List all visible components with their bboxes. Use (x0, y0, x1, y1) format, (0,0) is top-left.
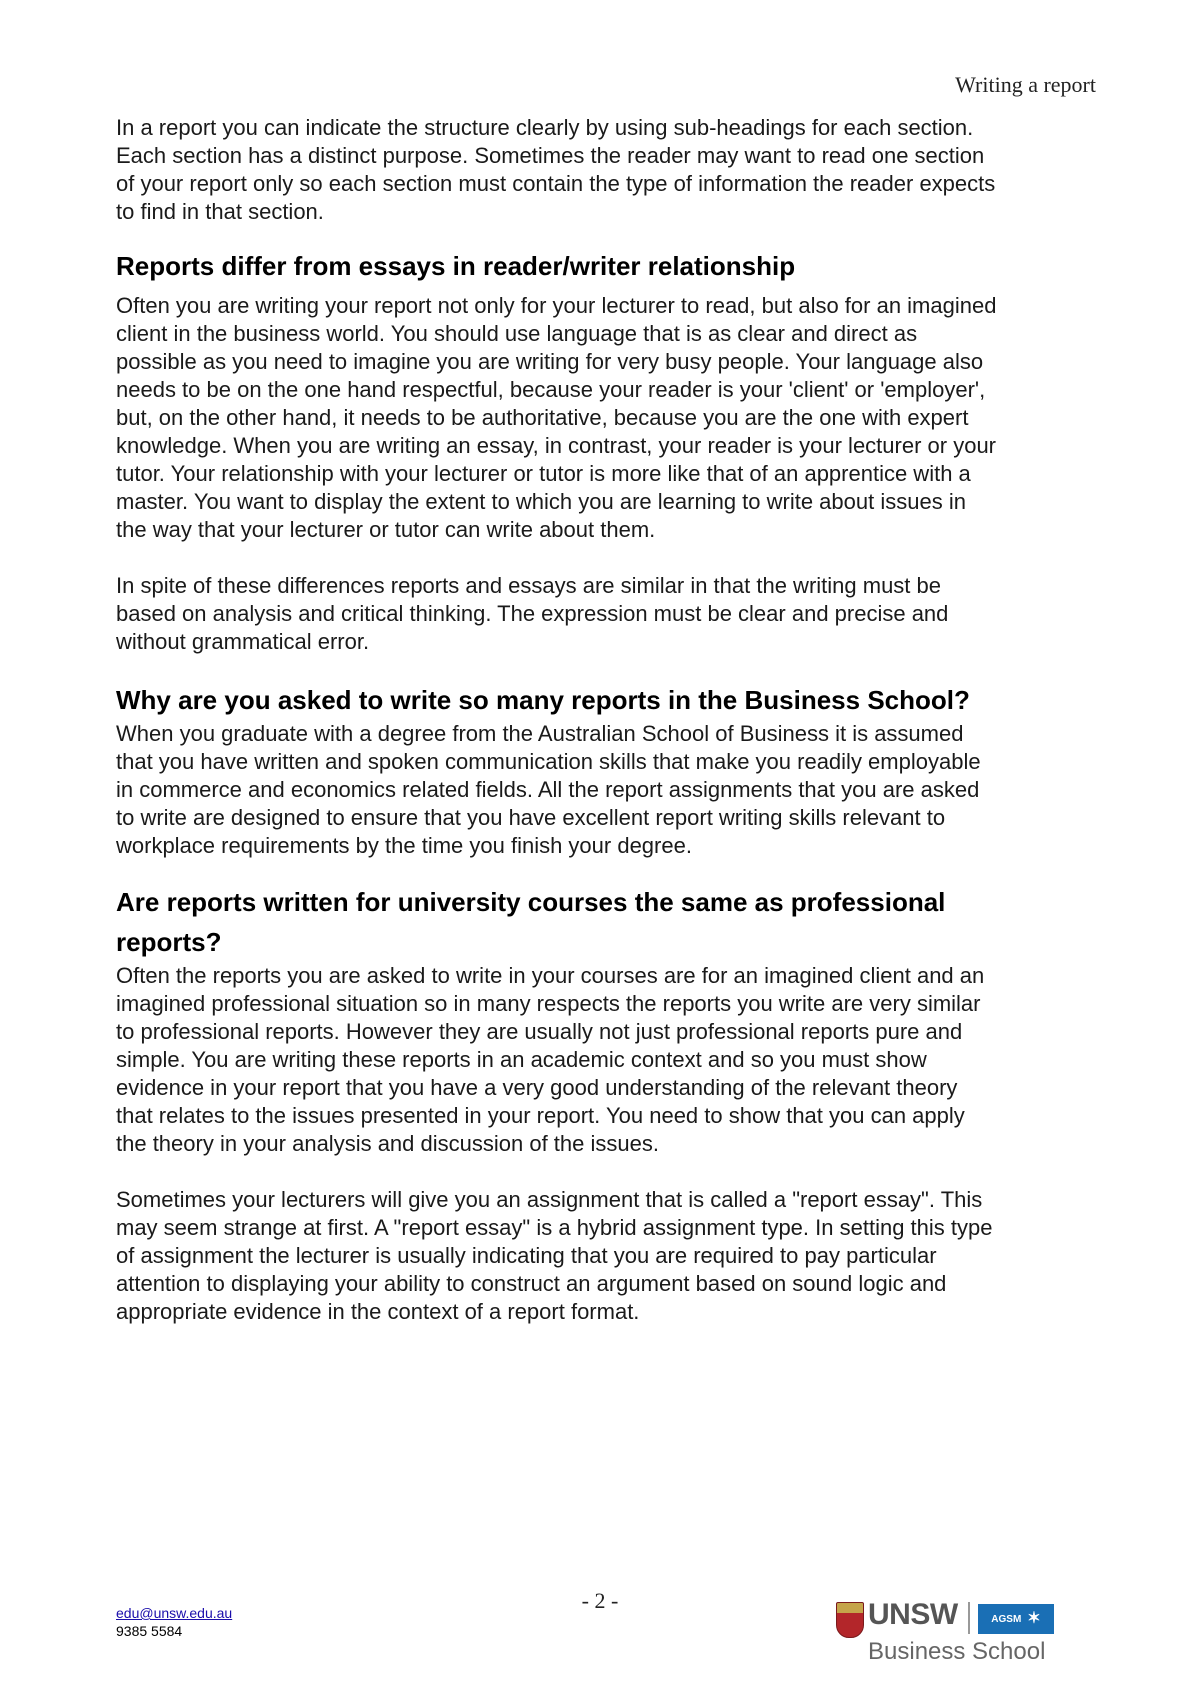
email-link[interactable]: edu@unsw.edu.au (116, 1605, 233, 1621)
agsm-text: AGSM (991, 1613, 1022, 1625)
heading-reader-writer-relationship: Reports differ from essays in reader/writer relationship (116, 251, 796, 281)
heading-why-many-reports: Why are you asked to write so many reports in the Business School? (116, 685, 970, 715)
logo-divider (968, 1602, 970, 1634)
heading-university-vs-professional: Are reports written for university courses the same as professional reports? (116, 887, 946, 957)
paragraph-university-vs-professional-1: Often the reports you are asked to write in your courses are for an imagined client and an imagined professional situation so in many respects the reports you write are very similar to professional reports. However they are usually not just professional reports pure and simple. You are writing these reports in an academic context and so you must show evidence in your report that you have a very good understanding of the relevant theory that relates to the issues presented in your report. You need to show that you can apply the theory in your analysis and discussion of the issues. (116, 963, 985, 1156)
phone-number: 9385 5584 (116, 1623, 183, 1639)
page-content (116, 114, 1096, 1326)
star-icon: ✶ (1027, 1610, 1041, 1627)
paragraph-reader-writer-1: Often you are writing your report not only for your lecturer to read, but also for an imagined client in the business world. You should use language that is as clear and direct as possible as you need to imagine you are writing for very busy people. Your language also needs to be on the one hand respectful, because your reader is your 'client' or 'employer', but, on the other hand, it needs to be authoritative, because you are the one with expert knowledge. When you are writing an essay, in contrast, your reader is your lecturer or your tutor. Your relationship with your lecturer or tutor is more like that of an apprentice with a master. You want to display the extent to which you are learning to write about issues in the way that your lecturer or tutor can write about them. (116, 293, 997, 542)
paragraph-reader-writer-2: In spite of these differences reports and essays are similar in that the writing must be based on analysis and critical thinking. The expression must be clear and precise and without grammatical error. (116, 573, 949, 654)
paragraph-why-many-reports: When you graduate with a degree from the Australian School of Business it is assumed that you have written and spoken communication skills that make you readily employable in commerce and economics related fields. All the report assignments that you are asked to write are designed to ensure that you have excellent report writing skills relevant to workplace requirements by the time you finish your degree. (116, 721, 981, 858)
page-number: - 2 - (581, 1588, 619, 1613)
unsw-business-school-logo (836, 1600, 1066, 1672)
unsw-crest-icon (836, 1602, 864, 1638)
agsm-badge (978, 1604, 1054, 1634)
logo-school: Business School (868, 1638, 1046, 1665)
footer-contact (116, 1604, 232, 1640)
paragraph-report-essay: Sometimes your lecturers will give you an assignment that is called a "report essay". This may seem strange at first. A "report essay" is a hybrid assignment type. In setting this type of assignment the lecturer is usually indicating that you are required to pay particular attention to displaying your ability to construct an argument based on sound logic and appropriate evidence in the context of a report format. (116, 1187, 993, 1324)
logo-brand: UNSW (868, 1598, 958, 1631)
running-header: Writing a report (955, 72, 1096, 97)
intro-paragraph: In a report you can indicate the structure clearly by using sub-headings for each section. Each section has a distinct purpose. Sometimes the reader may want to read one section of your report only so each section must contain the type of information the reader expects to find in that section. (116, 115, 996, 224)
